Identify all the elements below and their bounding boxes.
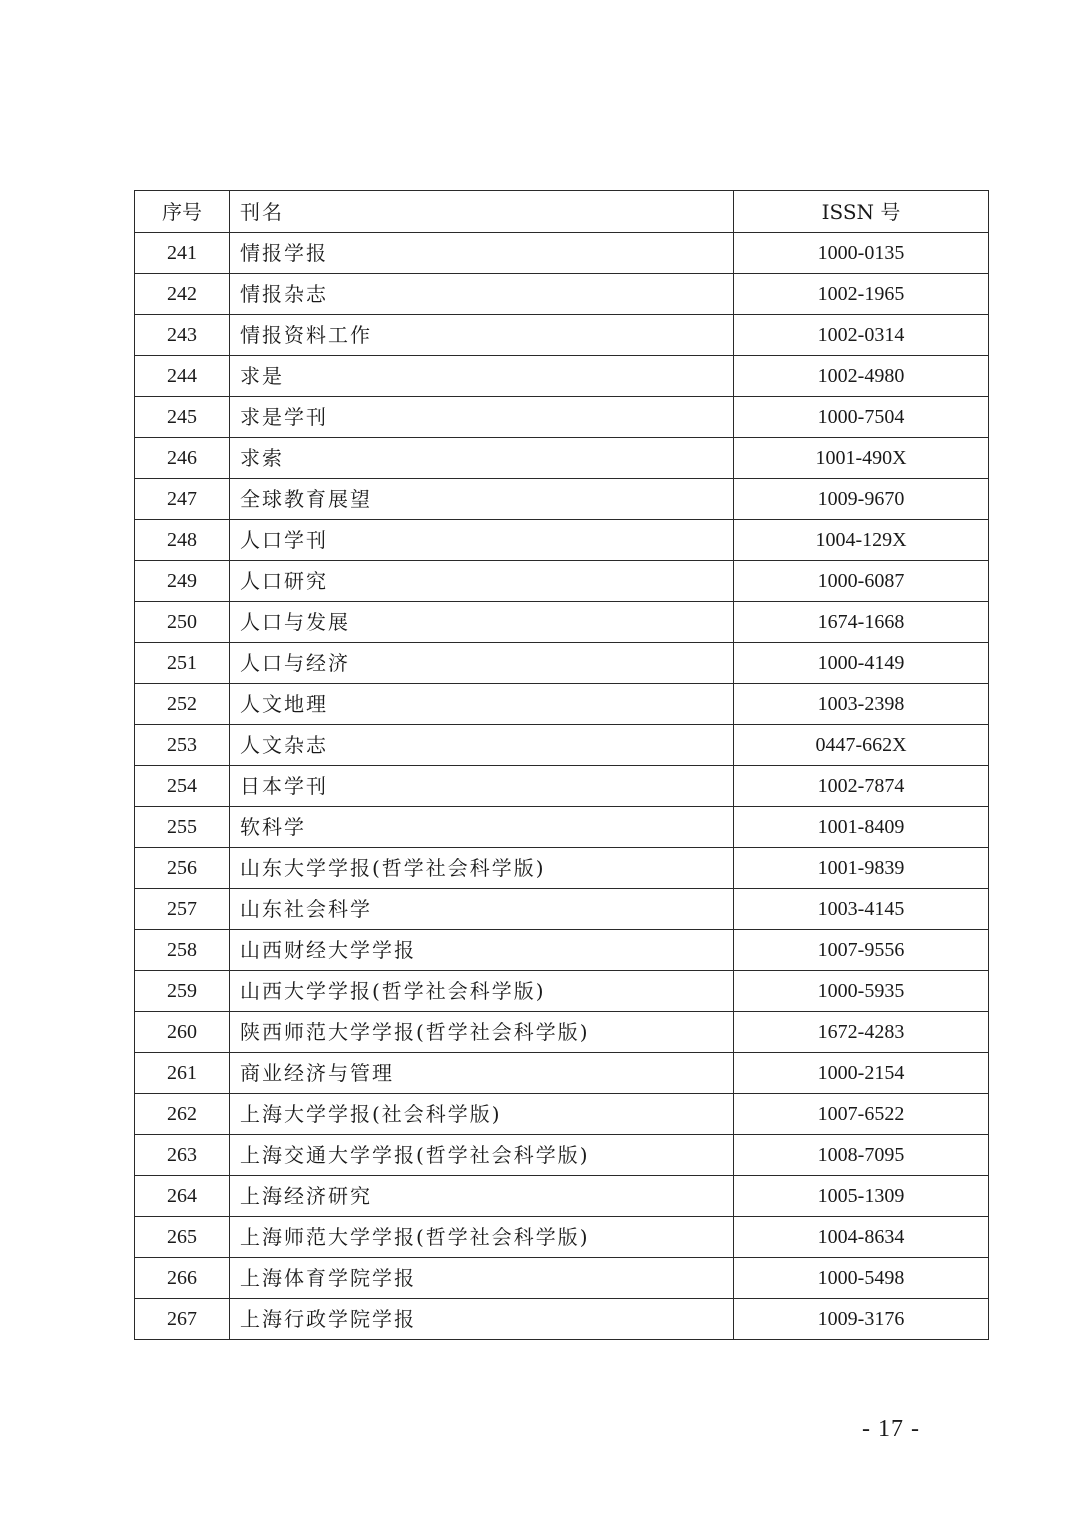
table-body xyxy=(135,233,989,1340)
table-row xyxy=(135,1094,989,1135)
journal-name-cell: 上海师范大学学报(哲学社会科学版) xyxy=(230,1217,734,1258)
issn-cell: 1004-129X xyxy=(734,520,989,561)
table-row xyxy=(135,274,989,315)
table-row xyxy=(135,479,989,520)
serial-number-cell: 261 xyxy=(135,1053,230,1094)
issn-cell: 1005-1309 xyxy=(734,1176,989,1217)
table-row xyxy=(135,930,989,971)
serial-number-cell: 250 xyxy=(135,602,230,643)
header-serial-number: 序号 xyxy=(135,191,230,233)
table-row xyxy=(135,889,989,930)
serial-number-cell: 244 xyxy=(135,356,230,397)
journal-name-cell: 软科学 xyxy=(230,807,734,848)
serial-number-cell: 259 xyxy=(135,971,230,1012)
table-row xyxy=(135,1135,989,1176)
table-row xyxy=(135,1012,989,1053)
journal-name-cell: 情报杂志 xyxy=(230,274,734,315)
issn-cell: 1003-4145 xyxy=(734,889,989,930)
header-row xyxy=(135,191,989,233)
table-row xyxy=(135,807,989,848)
journal-name-cell: 山东大学学报(哲学社会科学版) xyxy=(230,848,734,889)
serial-number-cell: 246 xyxy=(135,438,230,479)
table-row xyxy=(135,356,989,397)
issn-cell: 1000-2154 xyxy=(734,1053,989,1094)
journal-name-cell: 人口与发展 xyxy=(230,602,734,643)
journal-name-cell: 人口与经济 xyxy=(230,643,734,684)
issn-cell: 1674-1668 xyxy=(734,602,989,643)
table-row xyxy=(135,520,989,561)
issn-cell: 1000-0135 xyxy=(734,233,989,274)
header-issn: ISSN 号 xyxy=(734,191,989,233)
table-row xyxy=(135,1176,989,1217)
journal-name-cell: 商业经济与管理 xyxy=(230,1053,734,1094)
journal-name-cell: 上海大学学报(社会科学版) xyxy=(230,1094,734,1135)
journal-name-cell: 山西财经大学学报 xyxy=(230,930,734,971)
serial-number-cell: 245 xyxy=(135,397,230,438)
journal-name-cell: 日本学刊 xyxy=(230,766,734,807)
issn-cell: 1000-7504 xyxy=(734,397,989,438)
journal-name-cell: 求是 xyxy=(230,356,734,397)
table-row xyxy=(135,848,989,889)
serial-number-cell: 252 xyxy=(135,684,230,725)
issn-cell: 1001-9839 xyxy=(734,848,989,889)
issn-cell: 1000-5498 xyxy=(734,1258,989,1299)
serial-number-cell: 255 xyxy=(135,807,230,848)
journal-name-cell: 山西大学学报(哲学社会科学版) xyxy=(230,971,734,1012)
serial-number-cell: 247 xyxy=(135,479,230,520)
page-number: - 17 - xyxy=(862,1416,920,1442)
table-row xyxy=(135,315,989,356)
journal-table xyxy=(134,190,989,1340)
table-row xyxy=(135,561,989,602)
serial-number-cell: 262 xyxy=(135,1094,230,1135)
issn-cell: 1002-1965 xyxy=(734,274,989,315)
table-row xyxy=(135,725,989,766)
serial-number-cell: 248 xyxy=(135,520,230,561)
table-row xyxy=(135,1217,989,1258)
issn-cell: 1672-4283 xyxy=(734,1012,989,1053)
serial-number-cell: 260 xyxy=(135,1012,230,1053)
issn-cell: 1003-2398 xyxy=(734,684,989,725)
table-row xyxy=(135,397,989,438)
issn-cell: 1009-3176 xyxy=(734,1299,989,1340)
serial-number-cell: 267 xyxy=(135,1299,230,1340)
serial-number-cell: 257 xyxy=(135,889,230,930)
journal-name-cell: 上海交通大学学报(哲学社会科学版) xyxy=(230,1135,734,1176)
table-row xyxy=(135,1258,989,1299)
serial-number-cell: 243 xyxy=(135,315,230,356)
issn-cell: 1000-6087 xyxy=(734,561,989,602)
journal-name-cell: 上海经济研究 xyxy=(230,1176,734,1217)
serial-number-cell: 254 xyxy=(135,766,230,807)
table-row xyxy=(135,1053,989,1094)
issn-cell: 1001-490X xyxy=(734,438,989,479)
journal-name-cell: 情报学报 xyxy=(230,233,734,274)
journal-name-cell: 求是学刊 xyxy=(230,397,734,438)
serial-number-cell: 263 xyxy=(135,1135,230,1176)
issn-cell: 1009-9670 xyxy=(734,479,989,520)
issn-cell: 1001-8409 xyxy=(734,807,989,848)
journal-name-cell: 陕西师范大学学报(哲学社会科学版) xyxy=(230,1012,734,1053)
issn-cell: 1000-5935 xyxy=(734,971,989,1012)
journal-name-cell: 人文地理 xyxy=(230,684,734,725)
journal-name-cell: 山东社会科学 xyxy=(230,889,734,930)
table-row xyxy=(135,643,989,684)
serial-number-cell: 264 xyxy=(135,1176,230,1217)
issn-cell: 1008-7095 xyxy=(734,1135,989,1176)
issn-cell: 1002-4980 xyxy=(734,356,989,397)
table-row xyxy=(135,1299,989,1340)
issn-cell: 1000-4149 xyxy=(734,643,989,684)
table-row xyxy=(135,971,989,1012)
issn-cell: 1007-6522 xyxy=(734,1094,989,1135)
table-row xyxy=(135,233,989,274)
serial-number-cell: 253 xyxy=(135,725,230,766)
header-journal-name: 刊名 xyxy=(230,191,734,233)
journal-name-cell: 情报资料工作 xyxy=(230,315,734,356)
table-row xyxy=(135,438,989,479)
issn-cell: 1007-9556 xyxy=(734,930,989,971)
journal-name-cell: 人口研究 xyxy=(230,561,734,602)
journal-name-cell: 人口学刊 xyxy=(230,520,734,561)
table-row xyxy=(135,766,989,807)
issn-cell: 1002-0314 xyxy=(734,315,989,356)
serial-number-cell: 241 xyxy=(135,233,230,274)
issn-cell: 1004-8634 xyxy=(734,1217,989,1258)
serial-number-cell: 258 xyxy=(135,930,230,971)
journal-name-cell: 全球教育展望 xyxy=(230,479,734,520)
table-row xyxy=(135,684,989,725)
table-row xyxy=(135,602,989,643)
serial-number-cell: 249 xyxy=(135,561,230,602)
journal-name-cell: 人文杂志 xyxy=(230,725,734,766)
serial-number-cell: 266 xyxy=(135,1258,230,1299)
journal-name-cell: 求索 xyxy=(230,438,734,479)
serial-number-cell: 242 xyxy=(135,274,230,315)
table-header xyxy=(135,191,989,233)
serial-number-cell: 251 xyxy=(135,643,230,684)
journal-name-cell: 上海行政学院学报 xyxy=(230,1299,734,1340)
issn-cell: 0447-662X xyxy=(734,725,989,766)
serial-number-cell: 256 xyxy=(135,848,230,889)
serial-number-cell: 265 xyxy=(135,1217,230,1258)
issn-cell: 1002-7874 xyxy=(734,766,989,807)
journal-name-cell: 上海体育学院学报 xyxy=(230,1258,734,1299)
